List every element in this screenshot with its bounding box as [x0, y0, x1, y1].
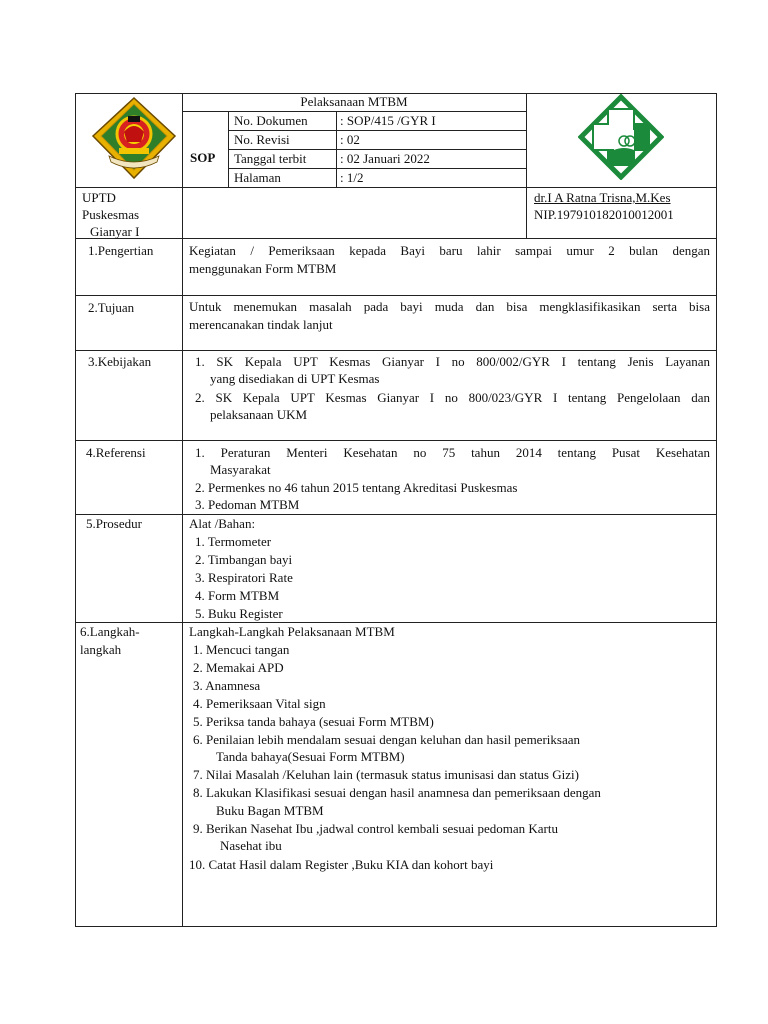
prosedur-item: 3. Respiratori Rate: [195, 570, 293, 585]
langkah-item: 2. Memakai APD: [193, 660, 284, 675]
langkah-item: 8. Lakukan Klasifikasi sesuai dengan hasil anamnesa dan pemeriksaan dengan: [193, 785, 601, 800]
header-bottom-divider: [75, 187, 717, 188]
section-label-langkah-2: langkah: [80, 642, 122, 657]
table-border-bottom: [75, 926, 717, 927]
signer-nip: NIP.197910182010012001: [534, 207, 674, 222]
org-line-2: Puskesmas: [82, 207, 140, 222]
langkah-item: 4. Pemeriksaan Vital sign: [193, 696, 326, 711]
label-column-divider: [182, 93, 183, 927]
section-divider: [75, 295, 717, 296]
pengertian-line: menggunakan Form MTBM: [189, 261, 337, 276]
puskesmas-logo: [578, 94, 664, 180]
referensi-line: 3. Pedoman MTBM: [195, 497, 300, 512]
section-label-prosedur: 5.Prosedur: [86, 516, 142, 531]
section-divider: [75, 350, 717, 351]
table-border-right: [716, 93, 717, 927]
prosedur-item: 2. Timbangan bayi: [195, 552, 293, 567]
kebijakan-line: 2. SK Kepala UPT Kesmas Gianyar I no 800/023/GYR I tentang Pengelolaan dan: [195, 390, 710, 405]
prosedur-item: 5. Buku Register: [195, 606, 283, 621]
meta-row-divider: [228, 130, 526, 131]
langkah-item: 3. Anamnesa: [193, 678, 261, 693]
langkah-item-continued: Tanda bahaya(Sesuai Form MTBM): [216, 749, 405, 764]
referensi-line: 1. Peraturan Menteri Kesehatan no 75 tahun 2014 tentang Pusat Kesehatan: [195, 445, 710, 460]
sop-label: SOP: [190, 150, 216, 165]
langkah-item: 7. Nilai Masalah /Keluhan lain (termasuk status imunisasi dan status Gizi): [193, 767, 579, 782]
langkah-item: 9. Berikan Nasehat Ibu ,jadwal control kembali sesuai pedoman Kartu: [193, 821, 558, 836]
section-divider: [75, 440, 717, 441]
title-row-divider: [182, 111, 526, 112]
prosedur-item: 4. Form MTBM: [195, 588, 280, 603]
meta-row-divider: [228, 149, 526, 150]
doc-number-value: : SOP/415 /GYR I: [340, 113, 436, 128]
issue-date-label: Tanggal terbit: [234, 151, 307, 166]
tujuan-line: Untuk menemukan masalah pada bayi muda dan bisa mengklasifikasikan serta bisa: [189, 299, 710, 314]
langkah-item: 5. Periksa tanda bahaya (sesuai Form MTBM): [193, 714, 434, 729]
org-line-1: UPTD: [82, 190, 116, 205]
prosedur-heading: Alat /Bahan:: [189, 516, 256, 531]
page-value: : 1/2: [340, 170, 364, 185]
org-line-3: Gianyar I: [90, 224, 140, 239]
section-divider: [75, 622, 717, 623]
section-divider: [75, 238, 717, 239]
kebijakan-line: yang disediakan di UPT Kesmas: [210, 371, 380, 386]
pengertian-line: Kegiatan / Pemeriksaan kepada Bayi baru lahir sampai umur 2 bulan dengan: [189, 243, 710, 258]
revision-label: No. Revisi: [234, 132, 290, 147]
referensi-line: Masyarakat: [210, 462, 271, 477]
kebijakan-line: 1. SK Kepala UPT Kesmas Gianyar I no 800/002/GYR I tentang Jenis Layanan: [195, 354, 710, 369]
langkah-item: 1. Mencuci tangan: [193, 642, 290, 657]
langkah-item-continued: Buku Bagan MTBM: [216, 803, 324, 818]
issue-date-value: : 02 Januari 2022: [340, 151, 430, 166]
langkah-heading: Langkah-Langkah Pelaksanaan MTBM: [189, 624, 395, 639]
doc-number-label: No. Dokumen: [234, 113, 308, 128]
langkah-item: 10. Catat Hasil dalam Register ,Buku KIA dan kohort bayi: [189, 857, 494, 872]
meta-row-divider: [228, 168, 526, 169]
tujuan-line: merencanakan tindak lanjut: [189, 317, 333, 332]
section-label-kebijakan: 3.Kebijakan: [88, 354, 152, 369]
signer-name: dr.I A Ratna Trisna,M.Kes: [534, 190, 671, 205]
section-label-pengertian: 1.Pengertian: [88, 243, 154, 258]
langkah-item-continued: Nasehat ibu: [220, 838, 282, 853]
gianyar-regency-emblem: [91, 96, 177, 182]
section-divider: [75, 514, 717, 515]
kebijakan-line: pelaksanaan UKM: [210, 407, 308, 422]
document-title: Pelaksanaan MTBM: [300, 94, 408, 109]
section-label-referensi: 4.Referensi: [86, 445, 146, 460]
table-border-left: [75, 93, 76, 927]
section-label-langkah: 6.Langkah-: [80, 624, 140, 639]
referensi-line: 2. Permenkes no 46 tahun 2015 tentang Akreditasi Puskesmas: [195, 480, 518, 495]
logo-column-divider: [526, 93, 527, 238]
section-label-tujuan: 2.Tujuan: [88, 300, 135, 315]
page-label: Halaman: [234, 170, 281, 185]
langkah-item: 6. Penilaian lebih mendalam sesuai dengan keluhan dan hasil pemeriksaan: [193, 732, 580, 747]
revision-value: : 02: [340, 132, 360, 147]
prosedur-item: 1. Termometer: [195, 534, 272, 549]
